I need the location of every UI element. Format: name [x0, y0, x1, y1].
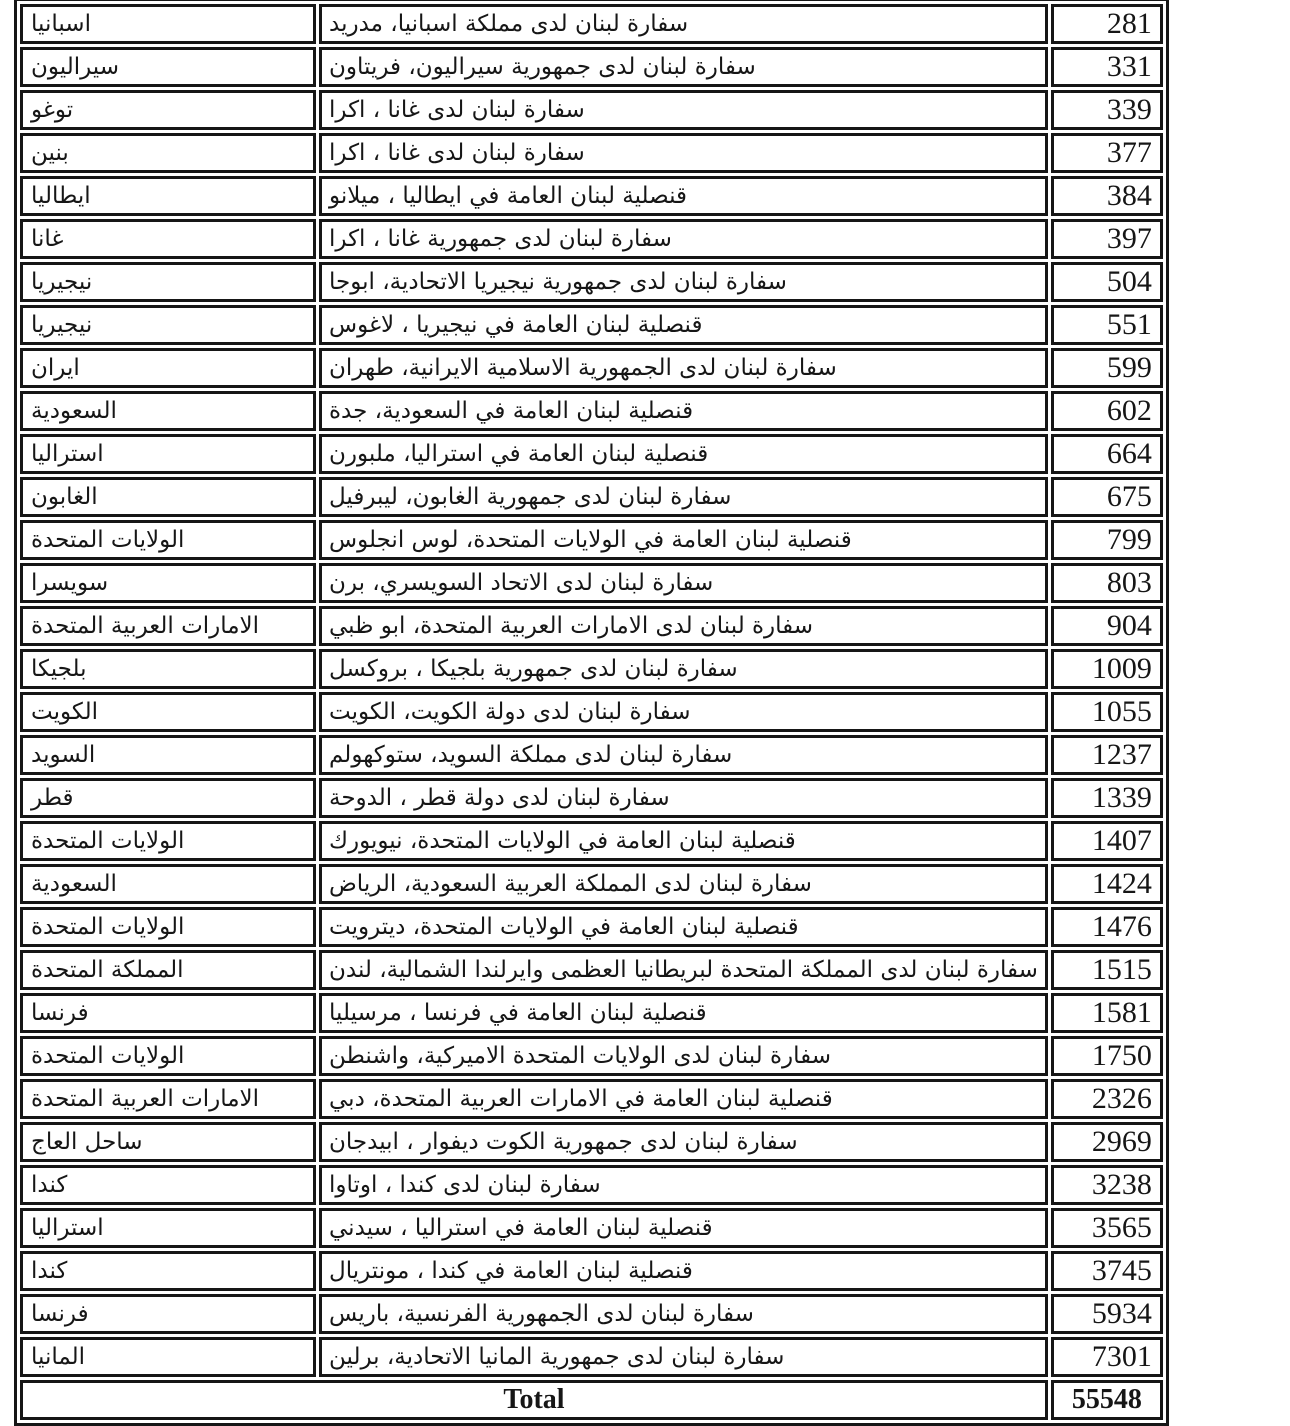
mission-cell: سفارة لبنان لدى جمهورية الغابون، ليبرفيل: [319, 477, 1048, 517]
country-cell: توغو: [20, 90, 316, 130]
country-cell: كندا: [20, 1251, 316, 1291]
count-cell: 1339: [1051, 778, 1163, 818]
count-cell: 675: [1051, 477, 1163, 517]
country-cell: قطر: [20, 778, 316, 818]
country-cell: الولايات المتحدة: [20, 821, 316, 861]
mission-cell: سفارة لبنان لدى جمهورية نيجيريا الاتحادية، ابوجا: [319, 262, 1048, 302]
table-row: [20, 563, 1163, 603]
table-row: [20, 477, 1163, 517]
count-cell: 504: [1051, 262, 1163, 302]
count-cell: 3238: [1051, 1165, 1163, 1205]
table-row: [20, 434, 1163, 474]
country-cell: استراليا: [20, 434, 316, 474]
country-cell: فرنسا: [20, 1294, 316, 1334]
country-cell: ساحل العاج: [20, 1122, 316, 1162]
count-cell: 7301: [1051, 1337, 1163, 1377]
country-cell: بنين: [20, 133, 316, 173]
table-row: [20, 1079, 1163, 1119]
mission-cell: قنصلية لبنان العامة في الولايات المتحدة، لوس انجلوس: [319, 520, 1048, 560]
country-cell: الولايات المتحدة: [20, 907, 316, 947]
count-cell: 2969: [1051, 1122, 1163, 1162]
count-cell: 5934: [1051, 1294, 1163, 1334]
count-cell: 1581: [1051, 993, 1163, 1033]
country-cell: اسبانيا: [20, 4, 316, 44]
table-row: [20, 606, 1163, 646]
country-cell: المملكة المتحدة: [20, 950, 316, 990]
count-cell: 602: [1051, 391, 1163, 431]
total-row: [20, 1380, 1163, 1420]
country-cell: الامارات العربية المتحدة: [20, 1079, 316, 1119]
country-cell: السويد: [20, 735, 316, 775]
mission-cell: قنصلية لبنان العامة في كندا ، مونتريال: [319, 1251, 1048, 1291]
table-row: [20, 864, 1163, 904]
mission-cell: سفارة لبنان لدى جمهورية المانيا الاتحادية، برلين: [319, 1337, 1048, 1377]
country-cell: السعودية: [20, 391, 316, 431]
mission-cell: سفارة لبنان لدى جمهورية غانا ، اكرا: [319, 219, 1048, 259]
mission-cell: قنصلية لبنان العامة في الامارات العربية المتحدة، دبي: [319, 1079, 1048, 1119]
mission-cell: سفارة لبنان لدى المملكة العربية السعودية، الرياض: [319, 864, 1048, 904]
count-cell: 1515: [1051, 950, 1163, 990]
table-row: [20, 133, 1163, 173]
mission-cell: سفارة لبنان لدى الاتحاد السويسري، برن: [319, 563, 1048, 603]
count-cell: 1237: [1051, 735, 1163, 775]
table-row: [20, 305, 1163, 345]
count-cell: 3565: [1051, 1208, 1163, 1248]
count-cell: 1476: [1051, 907, 1163, 947]
country-cell: الكويت: [20, 692, 316, 732]
table-row: [20, 219, 1163, 259]
count-cell: 664: [1051, 434, 1163, 474]
country-cell: الولايات المتحدة: [20, 1036, 316, 1076]
table-row: [20, 4, 1163, 44]
table-row: [20, 778, 1163, 818]
mission-cell: سفارة لبنان لدى الجمهورية الفرنسية، باريس: [319, 1294, 1048, 1334]
count-cell: 803: [1051, 563, 1163, 603]
count-cell: 397: [1051, 219, 1163, 259]
table-body: [20, 4, 1163, 1420]
mission-cell: سفارة لبنان لدى الجمهورية الاسلامية الايرانية، طهران: [319, 348, 1048, 388]
table-row: [20, 649, 1163, 689]
mission-cell: سفارة لبنان لدى كندا ، اوتاوا: [319, 1165, 1048, 1205]
count-cell: 599: [1051, 348, 1163, 388]
count-cell: 2326: [1051, 1079, 1163, 1119]
table-row: [20, 520, 1163, 560]
count-cell: 3745: [1051, 1251, 1163, 1291]
country-cell: الامارات العربية المتحدة: [20, 606, 316, 646]
table-row: [20, 907, 1163, 947]
mission-cell: سفارة لبنان لدى جمهورية سيراليون، فريتاون: [319, 47, 1048, 87]
mission-cell: سفارة لبنان لدى الامارات العربية المتحدة، ابو ظبي: [319, 606, 1048, 646]
table-row: [20, 1294, 1163, 1334]
count-cell: 1424: [1051, 864, 1163, 904]
mission-cell: قنصلية لبنان العامة في نيجيريا ، لاغوس: [319, 305, 1048, 345]
mission-cell: سفارة لبنان لدى غانا ، اكرا: [319, 133, 1048, 173]
table-row: [20, 1208, 1163, 1248]
mission-cell: قنصلية لبنان العامة في فرنسا ، مرسيليا: [319, 993, 1048, 1033]
country-cell: غانا: [20, 219, 316, 259]
country-cell: بلجيكا: [20, 649, 316, 689]
mission-cell: قنصلية لبنان العامة في ايطاليا ، ميلانو: [319, 176, 1048, 216]
country-cell: نيجيريا: [20, 305, 316, 345]
mission-cell: سفارة لبنان لدى الولايات المتحدة الاميركية، واشنطن: [319, 1036, 1048, 1076]
count-cell: 1055: [1051, 692, 1163, 732]
table-row: [20, 735, 1163, 775]
count-cell: 1407: [1051, 821, 1163, 861]
country-cell: كندا: [20, 1165, 316, 1205]
country-cell: الولايات المتحدة: [20, 520, 316, 560]
mission-cell: قنصلية لبنان العامة في الولايات المتحدة، نيويورك: [319, 821, 1048, 861]
table-row: [20, 47, 1163, 87]
country-cell: ايران: [20, 348, 316, 388]
mission-cell: سفارة لبنان لدى جمهورية بلجيكا ، بروكسل: [319, 649, 1048, 689]
table-row: [20, 348, 1163, 388]
mission-cell: سفارة لبنان لدى مملكة اسبانيا، مدريد: [319, 4, 1048, 44]
table-row: [20, 391, 1163, 431]
country-cell: فرنسا: [20, 993, 316, 1033]
table-row: [20, 176, 1163, 216]
total-value: 55548: [1051, 1380, 1163, 1420]
count-cell: 1009: [1051, 649, 1163, 689]
mission-cell: قنصلية لبنان العامة في الولايات المتحدة، ديترويت: [319, 907, 1048, 947]
count-cell: 799: [1051, 520, 1163, 560]
country-cell: نيجيريا: [20, 262, 316, 302]
count-cell: 1750: [1051, 1036, 1163, 1076]
table-row: [20, 1337, 1163, 1377]
table-row: [20, 262, 1163, 302]
table-row: [20, 993, 1163, 1033]
mission-cell: قنصلية لبنان العامة في استراليا، ملبورن: [319, 434, 1048, 474]
country-cell: المانيا: [20, 1337, 316, 1377]
country-cell: الغابون: [20, 477, 316, 517]
mission-cell: سفارة لبنان لدى غانا ، اكرا: [319, 90, 1048, 130]
table-row: [20, 90, 1163, 130]
count-cell: 551: [1051, 305, 1163, 345]
mission-cell: سفارة لبنان لدى المملكة المتحدة لبريطانيا العظمى وايرلندا الشمالية، لندن: [319, 950, 1048, 990]
embassy-table: [14, 0, 1169, 1426]
mission-cell: سفارة لبنان لدى مملكة السويد، ستوكهولم: [319, 735, 1048, 775]
table-row: [20, 1251, 1163, 1291]
count-cell: 281: [1051, 4, 1163, 44]
table-row: [20, 950, 1163, 990]
table-row: [20, 692, 1163, 732]
count-cell: 377: [1051, 133, 1163, 173]
country-cell: ايطاليا: [20, 176, 316, 216]
count-cell: 331: [1051, 47, 1163, 87]
country-cell: سويسرا: [20, 563, 316, 603]
table-row: [20, 821, 1163, 861]
mission-cell: قنصلية لبنان العامة في استراليا ، سيدني: [319, 1208, 1048, 1248]
table-row: [20, 1165, 1163, 1205]
count-cell: 904: [1051, 606, 1163, 646]
table-row: [20, 1122, 1163, 1162]
mission-cell: سفارة لبنان لدى جمهورية الكوت ديفوار ، ابيدجان: [319, 1122, 1048, 1162]
mission-cell: سفارة لبنان لدى دولة قطر ، الدوحة: [319, 778, 1048, 818]
count-cell: 384: [1051, 176, 1163, 216]
table-row: [20, 1036, 1163, 1076]
count-cell: 339: [1051, 90, 1163, 130]
mission-cell: سفارة لبنان لدى دولة الكويت، الكويت: [319, 692, 1048, 732]
country-cell: السعودية: [20, 864, 316, 904]
country-cell: استراليا: [20, 1208, 316, 1248]
mission-cell: قنصلية لبنان العامة في السعودية، جدة: [319, 391, 1048, 431]
country-cell: سيراليون: [20, 47, 316, 87]
total-label: Total: [20, 1380, 1048, 1420]
